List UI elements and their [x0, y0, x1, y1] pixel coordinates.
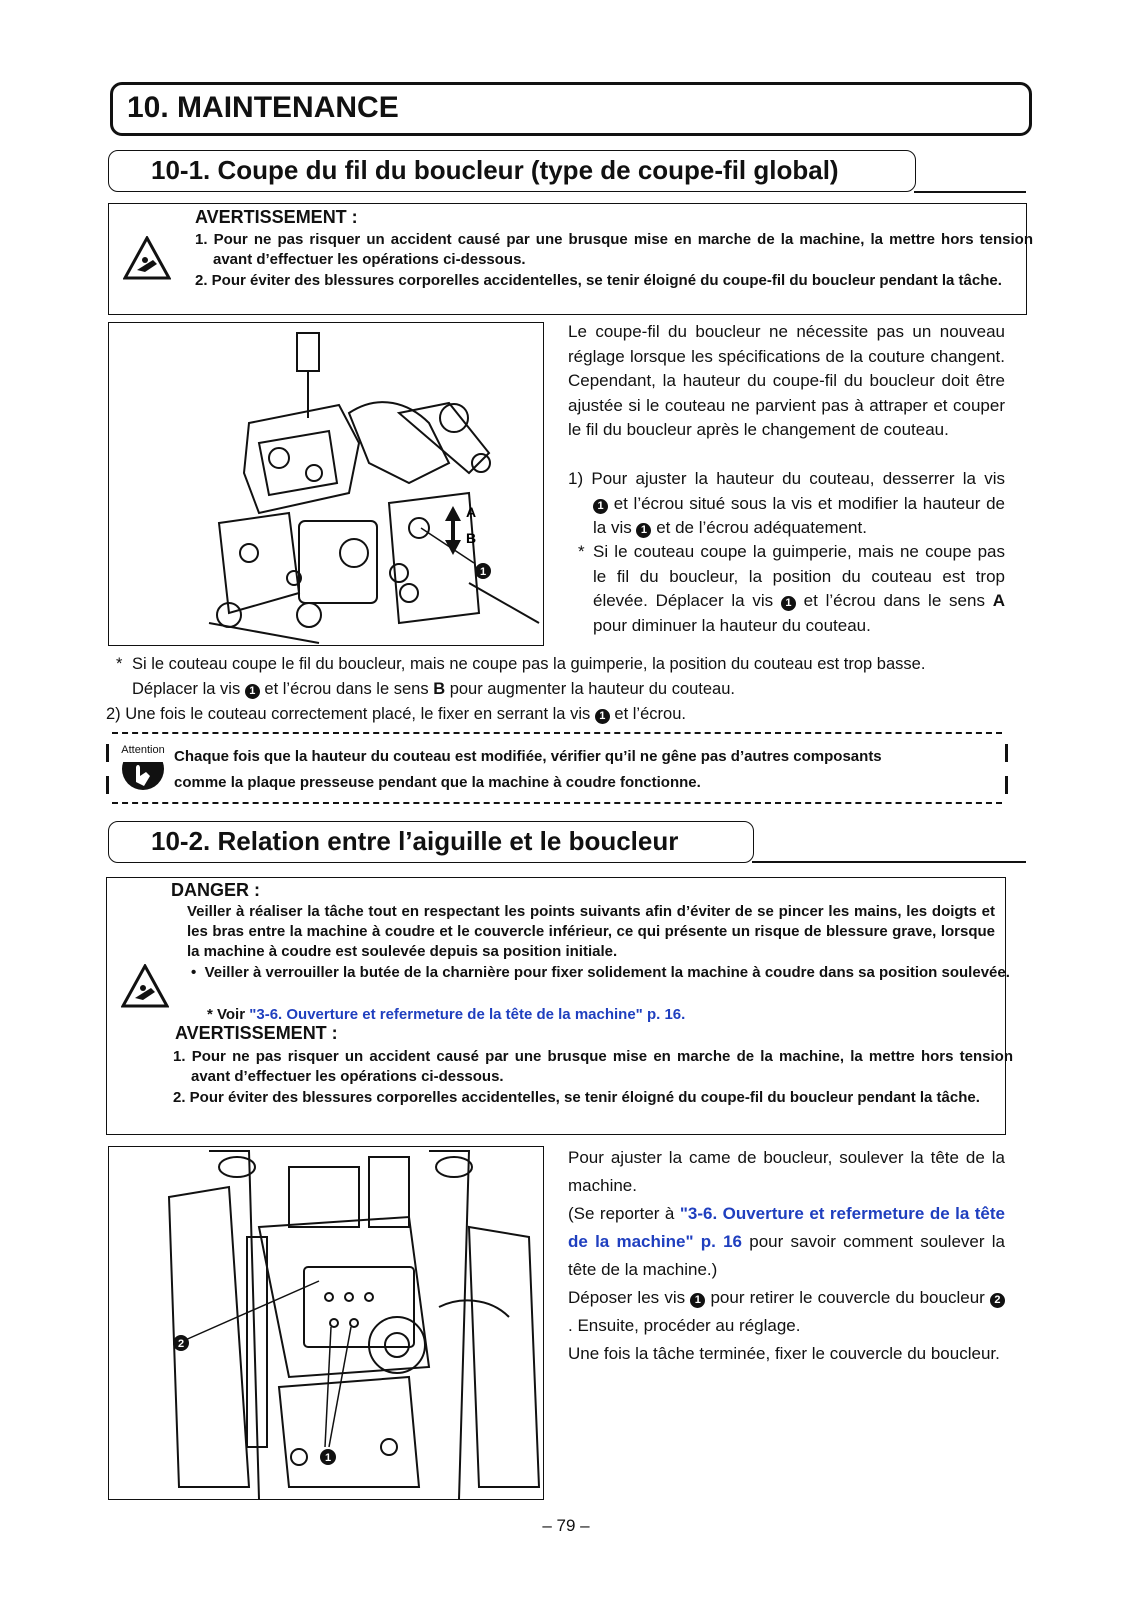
- marker-1: 1: [636, 523, 651, 538]
- warning-1-item-1: 1. Pour ne pas risquer un accident causé par une brusque mise en marche de la machine, la mettre hors tension avant d’effectuer les opérations ci-dessous.: [195, 231, 1033, 268]
- marker-1: 1: [690, 1293, 705, 1308]
- section-1-title: 10-1. Coupe du fil du boucleur (type de coupe-fil global): [151, 155, 839, 185]
- step-1-line-a: 1) Pour ajuster la hauteur du couteau, desserrer la vis: [568, 469, 1005, 488]
- attention-line-1: Chaque fois que la hauteur du couteau est modifiée, vérifier qu’il ne gêne pas d’autres composants: [174, 748, 882, 765]
- see-also-prefix: * Voir: [207, 1006, 246, 1023]
- section-1-rule: [914, 191, 1026, 193]
- attention-line-2: comme la plaque presseuse pendant que la machine à coudre fonctionne.: [174, 774, 701, 791]
- section-2-para-1: Pour ajuster la came de boucleur, soulever la tête de la machine.: [568, 1148, 1005, 1195]
- asterisk: *: [116, 655, 123, 673]
- chapter-title-box: [110, 82, 1032, 136]
- danger-see-also: [207, 1005, 997, 1025]
- section-2-heading-box: [108, 821, 754, 863]
- page-number: – 79 –: [542, 1516, 590, 1535]
- reference-prefix: (Se reporter à: [568, 1204, 675, 1223]
- danger-header: DANGER :: [171, 880, 260, 900]
- section-1-note-2: [116, 652, 1006, 701]
- section-2-title: 10-2. Relation entre l’aiguille et le boucleur: [151, 826, 679, 856]
- note-2-line-b: Déplacer la vis: [132, 679, 241, 698]
- looper-cover-drawing: [109, 1147, 543, 1499]
- loop-cutter-drawing: [109, 323, 543, 645]
- marker-1-label: 1: [479, 566, 487, 578]
- step-2-line-b: et l’écrou.: [614, 705, 686, 723]
- marker-1: 1: [593, 499, 608, 514]
- loop-cutter-illustration: [108, 322, 544, 646]
- warning-1-header: AVERTISSEMENT :: [195, 207, 358, 227]
- note-2-line-d: pour augmenter la hauteur du couteau.: [449, 679, 735, 698]
- marker-1: 1: [245, 684, 260, 699]
- step-2-line-a: 2) Une fois le couteau correctement placé, le fixer en serrant la vis: [106, 705, 591, 723]
- para-3-b: pour retirer le couvercle du boucleur: [710, 1288, 985, 1307]
- reference-link[interactable]: "3-6. Ouverture et refermeture de la tête de la machine" p. 16: [568, 1204, 1005, 1251]
- marker-1-label: 1: [324, 1452, 332, 1464]
- reference-suffix: pour savoir comment soulever la tête de la machine.): [568, 1232, 1005, 1279]
- danger-bullet: • Veiller à verrouiller la butée de la charnière pour fixer solidement la machine à coudre dans sa position soulevée.: [191, 964, 1010, 981]
- step-1-line-c: et de l’écrou adéquatement.: [656, 518, 867, 537]
- section-1-step-1: [568, 467, 1005, 541]
- label-a: A: [466, 504, 477, 520]
- warning-box-1: [108, 203, 1033, 315]
- note-1-line-b: et l’écrou dans le sens: [803, 591, 985, 610]
- step-1-line-b: et l’écrou situé sous la vis et modifier la hauteur de la vis: [593, 493, 1005, 537]
- marker-2: 2: [990, 1293, 1005, 1308]
- warning-1-item-2: 2. Pour éviter des blessures corporelles accidentelles, se tenir éloigné du coupe-fil du boucleur pendant la tâche.: [195, 272, 1002, 289]
- warning-2-item-2: 2. Pour éviter des blessures corporelles accidentelles, se tenir éloigné du coupe-fil du boucleur pendant la tâche.: [173, 1089, 980, 1106]
- looper-cover-illustration: [108, 1146, 544, 1500]
- marker-2-label: 2: [177, 1338, 185, 1350]
- marker-1: 1: [781, 596, 796, 611]
- warning-2-header: AVERTISSEMENT :: [175, 1023, 338, 1043]
- danger-bullet-text: Veiller à verrouiller la butée de la charnière pour fixer solidement la machine à coudre dans sa position soulevée.: [204, 964, 1010, 981]
- section-2-para-3: [568, 1284, 1005, 1340]
- step-1-rest: [568, 492, 1005, 541]
- note-1-line-a: Si le couteau coupe la guimperie, mais ne coupe pas le fil du boucleur, la position du couteau est trop élevée. Déplacer la vis: [593, 542, 1005, 610]
- section-1-heading-box: [108, 150, 916, 192]
- section-1-step-2: [106, 702, 1006, 727]
- section-2-rule: [752, 861, 1026, 863]
- section-2-para-4: Une fois la tâche terminée, fixer le couvercle du boucleur.: [568, 1344, 1000, 1363]
- attention-icon-label: Attention: [121, 744, 165, 756]
- section-1-intro: Le coupe-fil du boucleur ne nécessite pas un nouveau réglage lorsque les spécifications de la couture changent. Cependant, la hauteur du coupe-fil du boucleur doit être ajustée si le couteau ne parvient pas à attraper et couper le fil du boucleur après le changement de couteau.: [568, 322, 1005, 439]
- danger-text: Veiller à réaliser la tâche tout en respectant les points suivants afin d’éviter de se pincer les mains, les doigts et les bras entre la machine à coudre et le couvercle inférieur, ce qui présente un risque de blessure grave, lorsque la machine à coudre est soulevée depuis sa position initiale.: [187, 903, 995, 960]
- hand-warning-icon: [123, 236, 171, 280]
- note-2-sense-b: B: [433, 679, 446, 698]
- attention-box: [112, 732, 1002, 804]
- asterisk: *: [578, 542, 585, 561]
- para-3-a: Déposer les vis: [568, 1288, 686, 1307]
- note-2-line-a: Si le couteau coupe le fil du boucleur, mais ne coupe pas la guimperie, la position du couteau est trop basse.: [132, 655, 926, 673]
- see-also-link[interactable]: "3-6. Ouverture et refermeture de la tête de la machine" p. 16.: [249, 1006, 686, 1023]
- note-1-sense-a: A: [992, 591, 1006, 610]
- section-1-note-1: [578, 540, 1005, 638]
- note-1-line-c: pour diminuer la hauteur du couteau.: [593, 615, 871, 635]
- hand-danger-icon: [121, 964, 169, 1008]
- danger-box: [106, 877, 1013, 1135]
- note-2-line-c: et l’écrou dans le sens: [264, 679, 429, 698]
- marker-1: 1: [595, 709, 610, 724]
- warning-2-item-1: 1. Pour ne pas risquer un accident causé par une brusque mise en marche de la machine, la mettre hors tension avant d’effectuer les opérations ci-dessous.: [173, 1048, 1013, 1085]
- section-2-reference: [568, 1200, 1005, 1284]
- chapter-title: 10. MAINTENANCE: [127, 91, 399, 124]
- para-3-c: . Ensuite, procéder au réglage.: [568, 1316, 801, 1335]
- label-b: B: [466, 530, 477, 546]
